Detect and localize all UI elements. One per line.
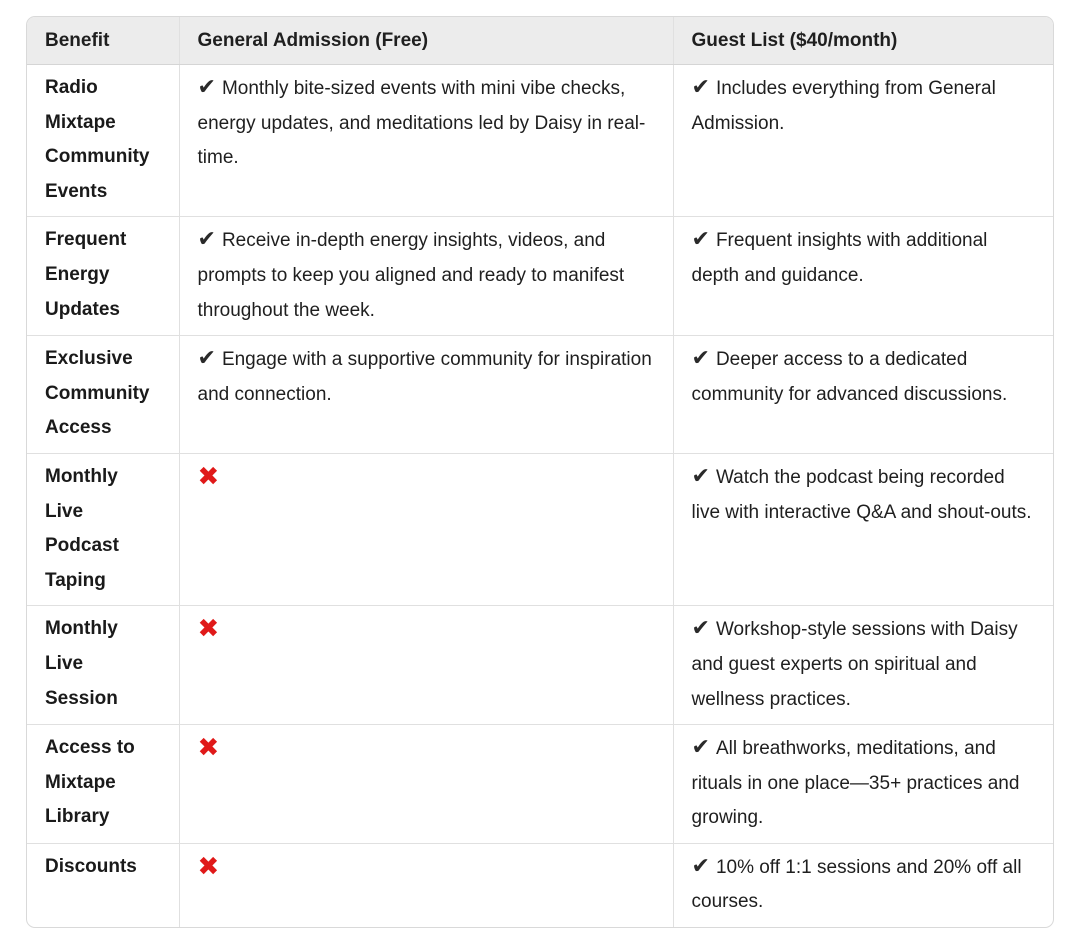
header-guest-list: Guest List ($40/month) xyxy=(673,17,1053,65)
guest-list-cell xyxy=(673,843,1053,927)
cross-icon: ✖ xyxy=(197,461,220,492)
cross-icon: ✖ xyxy=(197,733,220,764)
general-admission-cell xyxy=(179,336,673,454)
check-icon: ✔ xyxy=(197,227,216,253)
benefit-name: Monthly Live Podcast Taping xyxy=(27,453,179,605)
benefit-name: Radio Mixtape Community Events xyxy=(27,65,179,217)
guest-list-cell xyxy=(673,453,1053,605)
guest-list-text: Frequent insights with additional depth and guidance. xyxy=(691,230,988,286)
table-body xyxy=(27,65,1053,928)
guest-list-cell xyxy=(673,725,1053,844)
table-row xyxy=(27,725,1053,844)
benefit-name: Frequent Energy Updates xyxy=(27,217,179,336)
benefit-name: Monthly Live Session xyxy=(27,606,179,725)
general-admission-cell xyxy=(179,217,673,336)
general-admission-cell xyxy=(179,453,673,605)
guest-list-text: 10% off 1:1 sessions and 20% off all courses. xyxy=(691,856,1022,913)
table-row xyxy=(27,336,1053,454)
guest-list-text: All breathworks, meditations, and rituals in one place—35+ practices and growing. xyxy=(691,738,1020,829)
general-admission-cell xyxy=(179,725,673,844)
header-benefit: Benefit xyxy=(27,17,179,65)
general-admission-text: Engage with a supportive community for inspiration and connection. xyxy=(197,349,652,405)
header-general-admission: General Admission (Free) xyxy=(179,17,673,65)
comparison-table-container xyxy=(26,16,1054,928)
general-admission-cell xyxy=(179,65,673,217)
table-header-row xyxy=(27,17,1053,65)
check-icon: ✔ xyxy=(691,853,710,879)
benefit-name: Exclusive Community Access xyxy=(27,336,179,454)
check-icon: ✔ xyxy=(197,346,216,372)
guest-list-cell xyxy=(673,217,1053,336)
check-icon: ✔ xyxy=(197,75,216,100)
guest-list-cell xyxy=(673,65,1053,217)
benefit-name: Discounts xyxy=(27,843,179,927)
check-icon: ✔ xyxy=(691,75,710,100)
check-icon: ✔ xyxy=(691,346,710,372)
benefits-comparison-table xyxy=(27,17,1053,927)
table-row xyxy=(27,453,1053,605)
guest-list-text: Deeper access to a dedicated community for advanced discussions. xyxy=(691,349,1008,405)
check-icon: ✔ xyxy=(691,735,710,761)
table-row xyxy=(27,65,1053,217)
table-row xyxy=(27,217,1053,336)
guest-list-text: Workshop-style sessions with Daisy and guest experts on spiritual and wellness practices. xyxy=(691,619,1018,710)
general-admission-cell xyxy=(179,606,673,725)
check-icon: ✔ xyxy=(691,463,710,489)
guest-list-cell xyxy=(673,336,1053,454)
cross-icon: ✖ xyxy=(197,614,220,645)
cross-icon: ✖ xyxy=(197,851,220,882)
check-icon: ✔ xyxy=(691,616,710,642)
general-admission-cell xyxy=(179,843,673,927)
table-row xyxy=(27,843,1053,927)
table-row xyxy=(27,606,1053,725)
general-admission-text: Receive in-depth energy insights, videos, and prompts to keep you aligned and ready to manifest throughout the week. xyxy=(197,230,625,321)
check-icon: ✔ xyxy=(691,227,710,253)
guest-list-cell xyxy=(673,606,1053,725)
guest-list-text: Includes everything from General Admission. xyxy=(691,78,996,134)
general-admission-text: Monthly bite-sized events with mini vibe checks, energy updates, and meditations led by Daisy in real-time. xyxy=(197,78,646,169)
benefit-name: Access to Mixtape Library xyxy=(27,725,179,844)
guest-list-text: Watch the podcast being recorded live with interactive Q&A and shout-outs. xyxy=(691,466,1032,523)
